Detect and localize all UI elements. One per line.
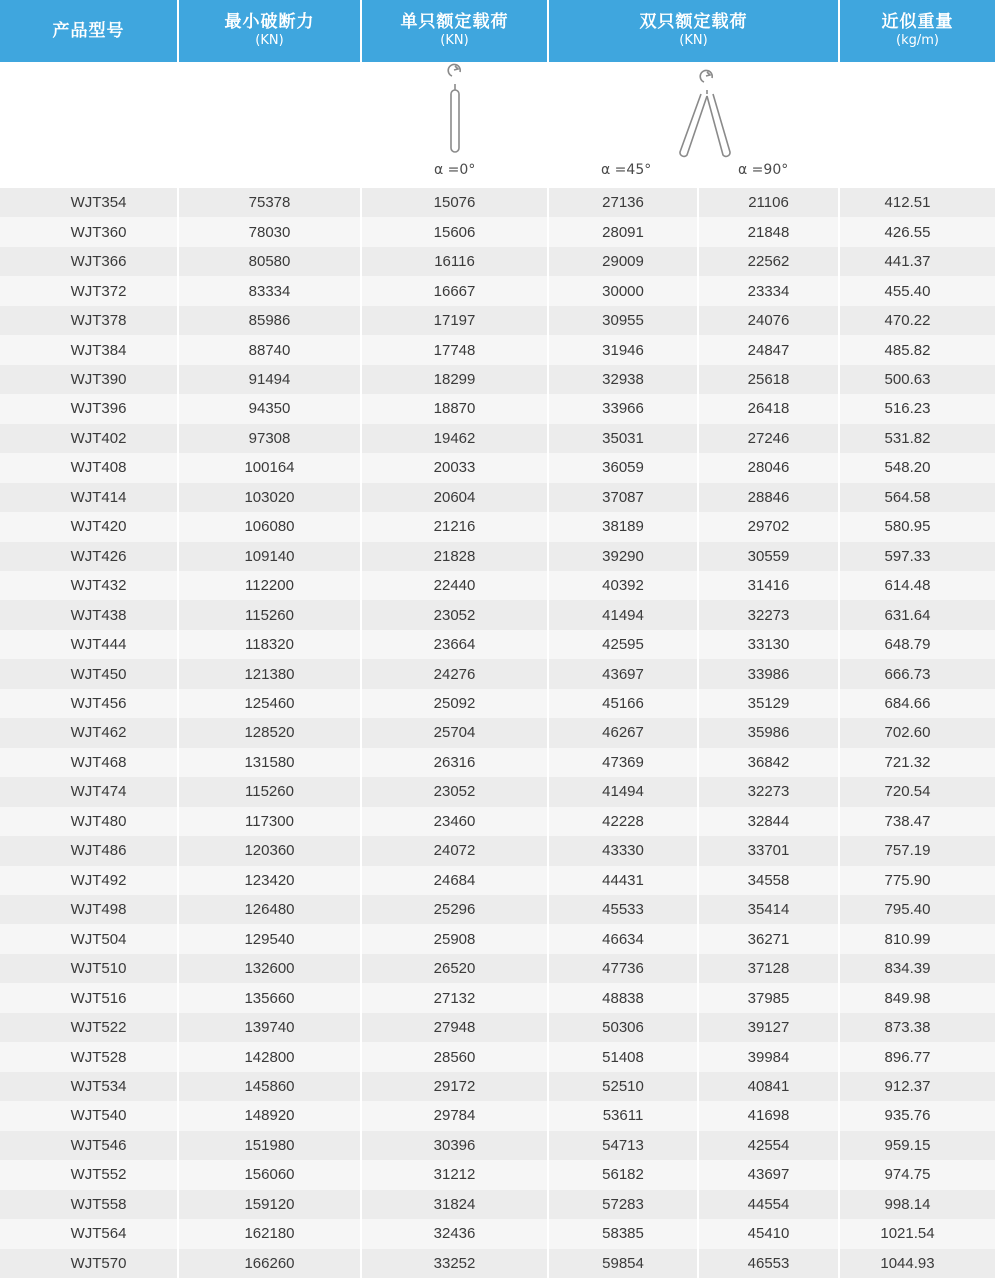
cell-min-breaking-force: 162180	[244, 1225, 295, 1243]
cell-model: WJT522	[70, 1019, 127, 1037]
cell-approx-weight: 666.73	[884, 665, 931, 683]
cell-double-load-45: 27136	[602, 194, 644, 212]
table-row	[0, 1013, 995, 1042]
cell-double-load-90: 35986	[747, 724, 790, 742]
cell-double-load-45: 38189	[602, 518, 644, 536]
cell-double-load-90: 21106	[748, 194, 789, 212]
cell-single-rated-load: 25296	[433, 901, 476, 919]
cell-double-load-90: 34558	[747, 871, 790, 889]
cell-approx-weight: 720.54	[884, 783, 931, 801]
header-double-rated-load-title: 双只额定载荷	[639, 12, 748, 32]
angle-label-90: α =90°	[738, 162, 789, 178]
cell-min-breaking-force: 112200	[245, 577, 294, 595]
cell-single-rated-load: 31212	[433, 1166, 476, 1184]
table-row	[0, 748, 995, 777]
cell-model: WJT426	[70, 547, 127, 565]
cell-single-rated-load: 27948	[433, 1019, 476, 1037]
cell-double-load-90: 28046	[747, 459, 790, 477]
cell-double-load-90: 29702	[747, 518, 790, 536]
cell-min-breaking-force: 103020	[244, 488, 295, 506]
cell-min-breaking-force: 142800	[244, 1048, 295, 1066]
cell-double-load-45: 36059	[602, 459, 644, 477]
cell-min-breaking-force: 135660	[244, 989, 295, 1007]
cell-min-breaking-force: 88740	[248, 341, 291, 359]
cell-model: WJT450	[70, 665, 127, 683]
cell-approx-weight: 485.82	[884, 341, 931, 359]
cell-model: WJT396	[70, 400, 127, 418]
cell-single-rated-load: 23460	[433, 812, 476, 830]
cell-double-load-45: 46267	[602, 724, 644, 742]
table-row	[0, 1101, 995, 1130]
header-min-breaking-force-title: 最小破断力	[224, 12, 315, 32]
angle-label-0: α =0°	[434, 162, 476, 178]
cell-single-rated-load: 15606	[433, 223, 476, 241]
cell-double-load-90: 35129	[747, 695, 790, 713]
cell-model: WJT432	[70, 577, 127, 595]
cell-min-breaking-force: 120360	[244, 842, 295, 860]
cell-model: WJT408	[70, 459, 127, 477]
cell-double-load-90: 21848	[747, 223, 790, 241]
cell-single-rated-load: 21216	[433, 518, 476, 536]
cell-model: WJT546	[70, 1136, 127, 1154]
cell-model: WJT444	[70, 636, 127, 654]
cell-double-load-45: 29009	[602, 253, 644, 271]
cell-double-load-45: 31946	[602, 341, 644, 359]
cell-min-breaking-force: 78030	[248, 223, 291, 241]
cell-single-rated-load: 16116	[434, 253, 475, 271]
cell-min-breaking-force: 129540	[244, 930, 295, 948]
cell-single-rated-load: 20604	[433, 488, 476, 506]
cell-double-load-45: 30000	[602, 282, 644, 300]
cell-model: WJT360	[70, 223, 127, 241]
cell-model: WJT558	[70, 1195, 127, 1213]
cell-double-load-45: 42595	[602, 636, 644, 654]
cell-double-load-90: 28846	[747, 488, 790, 506]
header-double-rated-load	[549, 0, 838, 62]
cell-double-load-45: 46634	[602, 930, 644, 948]
cell-double-load-45: 45533	[602, 901, 644, 919]
cell-single-rated-load: 23664	[433, 636, 476, 654]
cell-single-rated-load: 25092	[433, 695, 476, 713]
cell-double-load-45: 59854	[602, 1254, 644, 1272]
cell-approx-weight: 684.66	[884, 695, 931, 713]
cell-min-breaking-force: 148920	[244, 1107, 295, 1125]
cell-single-rated-load: 24276	[433, 665, 476, 683]
table-row	[0, 571, 995, 600]
cell-model: WJT510	[70, 960, 127, 978]
cell-double-load-45: 57283	[602, 1195, 644, 1213]
table-row	[0, 954, 995, 983]
cell-double-load-90: 37128	[747, 960, 790, 978]
cell-model: WJT378	[70, 312, 127, 330]
cell-single-rated-load: 15076	[433, 194, 476, 212]
cell-min-breaking-force: 94350	[248, 400, 291, 418]
cell-double-load-45: 43697	[602, 665, 644, 683]
cell-model: WJT468	[70, 753, 127, 771]
table-row	[0, 453, 995, 482]
cell-single-rated-load: 19462	[433, 429, 476, 447]
cell-min-breaking-force: 128520	[244, 724, 295, 742]
cell-double-load-90: 32844	[747, 812, 790, 830]
cell-double-load-90: 40841	[747, 1078, 790, 1095]
cell-min-breaking-force: 117300	[245, 812, 294, 830]
cell-double-load-90: 37985	[747, 989, 790, 1007]
cell-double-load-90: 31416	[747, 577, 790, 595]
cell-double-load-45: 41494	[602, 783, 644, 801]
cell-double-load-90: 46553	[747, 1254, 790, 1272]
cell-single-rated-load: 25704	[433, 724, 476, 742]
cell-model: WJT438	[70, 606, 127, 624]
cell-approx-weight: 849.98	[884, 989, 931, 1007]
cell-approx-weight: 721.32	[884, 753, 931, 771]
table-row	[0, 689, 995, 718]
cell-double-load-45: 48838	[602, 989, 644, 1007]
double-sling-icon	[680, 70, 730, 156]
cell-min-breaking-force: 115260	[245, 606, 294, 624]
cell-double-load-90: 43697	[747, 1166, 790, 1184]
cell-min-breaking-force: 115260	[245, 783, 294, 801]
cell-min-breaking-force: 145860	[244, 1078, 295, 1095]
cell-single-rated-load: 26316	[433, 753, 476, 771]
header-approx-weight	[840, 0, 995, 62]
sling-illustrations	[0, 62, 995, 188]
cell-min-breaking-force: 151980	[244, 1136, 295, 1154]
table-row	[0, 542, 995, 571]
cell-single-rated-load: 31824	[433, 1195, 476, 1213]
table-row	[0, 1219, 995, 1248]
cell-double-load-45: 33966	[602, 400, 644, 418]
cell-approx-weight: 500.63	[884, 370, 931, 388]
cell-model: WJT528	[70, 1048, 127, 1066]
cell-single-rated-load: 21828	[433, 547, 476, 565]
cell-double-load-90: 26418	[747, 400, 790, 418]
cell-double-load-45: 28091	[602, 223, 644, 241]
table-row	[0, 924, 995, 953]
table-row	[0, 276, 995, 305]
table-row	[0, 1072, 995, 1101]
cell-approx-weight: 998.14	[884, 1195, 931, 1213]
cell-approx-weight: 1021.54	[880, 1225, 935, 1243]
cell-double-load-90: 22562	[747, 253, 790, 271]
table-row	[0, 983, 995, 1012]
cell-double-load-90: 45410	[747, 1225, 790, 1243]
cell-min-breaking-force: 80580	[248, 253, 291, 271]
table-row	[0, 512, 995, 541]
cell-approx-weight: 775.90	[884, 871, 931, 889]
cell-approx-weight: 455.40	[884, 282, 931, 300]
cell-double-load-90: 33986	[747, 665, 790, 683]
cell-min-breaking-force: 97308	[248, 429, 291, 447]
cell-single-rated-load: 18870	[433, 400, 476, 418]
cell-single-rated-load: 30396	[433, 1136, 476, 1154]
table-row	[0, 1249, 995, 1278]
cell-approx-weight: 531.82	[884, 429, 931, 447]
table-row	[0, 1190, 995, 1219]
cell-double-load-45: 54713	[602, 1136, 644, 1154]
cell-single-rated-load: 25908	[433, 930, 476, 948]
cell-min-breaking-force: 131580	[244, 753, 295, 771]
single-sling-icon	[448, 64, 460, 152]
cell-single-rated-load: 29784	[433, 1107, 476, 1125]
cell-model: WJT516	[70, 989, 127, 1007]
header-approx-weight-unit: (kg/m)	[896, 33, 939, 48]
cell-double-load-45: 43330	[602, 842, 644, 860]
cell-model: WJT540	[70, 1107, 127, 1125]
cell-double-load-45: 45166	[602, 695, 644, 713]
cell-approx-weight: 896.77	[884, 1048, 931, 1066]
cell-model: WJT480	[70, 812, 127, 830]
cell-approx-weight: 516.23	[884, 400, 931, 418]
table-row	[0, 306, 995, 335]
cell-double-load-90: 33130	[747, 636, 790, 654]
cell-min-breaking-force: 126480	[244, 901, 295, 919]
cell-approx-weight: 412.51	[884, 194, 931, 212]
cell-double-load-45: 41494	[602, 606, 644, 624]
table-row	[0, 1131, 995, 1160]
cell-double-load-45: 50306	[602, 1019, 644, 1037]
cell-double-load-45: 35031	[602, 429, 644, 447]
cell-double-load-90: 39984	[747, 1048, 790, 1066]
cell-approx-weight: 959.15	[884, 1136, 931, 1154]
cell-double-load-90: 23334	[747, 282, 790, 300]
cell-double-load-45: 30955	[602, 312, 644, 330]
cell-model: WJT354	[70, 194, 127, 212]
column-divider	[547, 0, 549, 1278]
cell-single-rated-load: 17197	[433, 312, 476, 330]
cell-double-load-45: 40392	[602, 577, 644, 595]
cell-model: WJT504	[70, 930, 127, 948]
cell-single-rated-load: 28560	[433, 1048, 476, 1066]
cell-min-breaking-force: 132600	[244, 960, 295, 978]
cell-single-rated-load: 33252	[433, 1254, 476, 1272]
column-divider	[697, 188, 699, 1278]
cell-min-breaking-force: 109140	[244, 547, 295, 565]
table-row	[0, 394, 995, 423]
header-double-rated-load-unit: (KN)	[679, 33, 708, 48]
cell-approx-weight: 548.20	[884, 459, 931, 477]
cell-model: WJT552	[70, 1166, 127, 1184]
cell-model: WJT534	[70, 1078, 127, 1095]
cell-approx-weight: 631.64	[884, 606, 931, 624]
cell-min-breaking-force: 100164	[244, 459, 295, 477]
cell-single-rated-load: 27132	[433, 989, 476, 1007]
cell-single-rated-load: 32436	[433, 1225, 476, 1243]
cell-single-rated-load: 22440	[433, 577, 476, 595]
cell-single-rated-load: 24072	[433, 842, 476, 860]
cell-double-load-45: 47736	[602, 960, 644, 978]
cell-model: WJT414	[70, 488, 127, 506]
column-divider	[360, 0, 362, 1278]
table-row	[0, 365, 995, 394]
header-single-rated-load-unit: (KN)	[440, 33, 469, 48]
cell-approx-weight: 738.47	[884, 812, 931, 830]
cell-model: WJT384	[70, 341, 127, 359]
cell-min-breaking-force: 139740	[244, 1019, 295, 1037]
cell-approx-weight: 873.38	[884, 1019, 931, 1037]
cell-model: WJT420	[70, 518, 127, 536]
table-row	[0, 866, 995, 895]
angle-label-45: α =45°	[601, 162, 652, 178]
cell-double-load-45: 32938	[602, 370, 644, 388]
header-single-rated-load-title: 单只额定载荷	[400, 12, 509, 32]
cell-double-load-90: 36271	[747, 930, 790, 948]
header-model	[0, 0, 177, 62]
cell-min-breaking-force: 123420	[244, 871, 295, 889]
cell-single-rated-load: 16667	[433, 282, 476, 300]
cell-double-load-90: 42554	[747, 1136, 790, 1154]
cell-approx-weight: 426.55	[884, 223, 931, 241]
cell-approx-weight: 648.79	[884, 636, 931, 654]
cell-single-rated-load: 20033	[433, 459, 476, 477]
table-row	[0, 718, 995, 747]
table-row	[0, 188, 995, 217]
cell-model: WJT372	[70, 282, 127, 300]
cell-double-load-45: 51408	[602, 1048, 644, 1066]
table-row	[0, 424, 995, 453]
cell-model: WJT486	[70, 842, 127, 860]
cell-min-breaking-force: 156060	[244, 1166, 295, 1184]
table-row	[0, 1160, 995, 1189]
sling-diagram-row	[0, 62, 995, 188]
cell-double-load-90: 27246	[747, 429, 790, 447]
cell-single-rated-load: 18299	[433, 370, 476, 388]
table-row	[0, 777, 995, 806]
cell-min-breaking-force: 106080	[244, 518, 295, 536]
cell-double-load-45: 52510	[602, 1078, 644, 1095]
column-divider	[838, 0, 840, 1278]
cell-approx-weight: 441.37	[884, 253, 931, 271]
cell-double-load-45: 42228	[602, 812, 644, 830]
cell-double-load-90: 24847	[747, 341, 790, 359]
cell-double-load-90: 35414	[747, 901, 790, 919]
cell-double-load-90: 32273	[747, 783, 790, 801]
cell-model: WJT390	[70, 370, 127, 388]
cell-double-load-90: 33701	[747, 842, 790, 860]
table-row	[0, 483, 995, 512]
cell-model: WJT564	[70, 1225, 127, 1243]
table-row	[0, 659, 995, 688]
cell-approx-weight: 935.76	[884, 1107, 931, 1125]
cell-min-breaking-force: 85986	[248, 312, 291, 330]
cell-double-load-45: 58385	[602, 1225, 644, 1243]
cell-single-rated-load: 26520	[433, 960, 476, 978]
table-row	[0, 335, 995, 364]
cell-double-load-45: 56182	[602, 1166, 644, 1184]
cell-double-load-45: 39290	[602, 547, 644, 565]
cell-double-load-90: 41698	[747, 1107, 790, 1125]
cell-approx-weight: 810.99	[884, 930, 931, 948]
cell-double-load-90: 44554	[747, 1195, 790, 1213]
cell-approx-weight: 702.60	[884, 724, 931, 742]
cell-double-load-45: 44431	[602, 871, 644, 889]
cell-model: WJT402	[70, 429, 127, 447]
cell-approx-weight: 834.39	[884, 960, 931, 978]
cell-approx-weight: 597.33	[884, 547, 931, 565]
cell-double-load-45: 47369	[602, 753, 644, 771]
cell-min-breaking-force: 75378	[248, 194, 291, 212]
cell-approx-weight: 564.58	[884, 488, 931, 506]
cell-single-rated-load: 23052	[433, 606, 476, 624]
cell-double-load-90: 32273	[747, 606, 790, 624]
column-divider	[177, 0, 179, 1278]
table-row	[0, 1042, 995, 1071]
cell-model: WJT474	[70, 783, 127, 801]
table-row	[0, 217, 995, 246]
header-min-breaking-force-unit: (KN)	[255, 33, 284, 48]
cell-model: WJT456	[70, 695, 127, 713]
table-row	[0, 807, 995, 836]
cell-approx-weight: 614.48	[884, 577, 931, 595]
cell-double-load-90: 39127	[747, 1019, 790, 1037]
cell-min-breaking-force: 166260	[244, 1254, 295, 1272]
cell-double-load-90: 36842	[747, 753, 790, 771]
cell-min-breaking-force: 83334	[248, 282, 291, 300]
cell-approx-weight: 912.37	[884, 1078, 931, 1095]
cell-approx-weight: 470.22	[884, 312, 931, 330]
cell-model: WJT492	[70, 871, 127, 889]
cell-single-rated-load: 17748	[433, 341, 476, 359]
cell-double-load-90: 30559	[747, 547, 790, 565]
cell-approx-weight: 757.19	[884, 842, 931, 860]
header-model-title: 产品型号	[52, 21, 125, 41]
cell-single-rated-load: 24684	[433, 871, 476, 889]
table-row	[0, 600, 995, 629]
cell-double-load-90: 25618	[747, 370, 790, 388]
cell-model: WJT570	[70, 1254, 127, 1272]
cell-double-load-90: 24076	[747, 312, 790, 330]
cell-double-load-45: 37087	[602, 488, 644, 506]
cell-min-breaking-force: 125460	[244, 695, 295, 713]
cell-single-rated-load: 29172	[433, 1078, 476, 1095]
cell-single-rated-load: 23052	[433, 783, 476, 801]
cell-model: WJT366	[70, 253, 127, 271]
table-row	[0, 895, 995, 924]
cell-approx-weight: 974.75	[884, 1166, 931, 1184]
table-row	[0, 630, 995, 659]
cell-min-breaking-force: 159120	[244, 1195, 295, 1213]
cell-min-breaking-force: 91494	[248, 370, 291, 388]
header-min-breaking-force	[179, 0, 360, 62]
header-single-rated-load	[362, 0, 547, 62]
cell-double-load-45: 53611	[602, 1107, 644, 1125]
table-row	[0, 247, 995, 276]
cell-approx-weight: 795.40	[884, 901, 931, 919]
cell-approx-weight: 580.95	[884, 518, 931, 536]
cell-approx-weight: 1044.93	[880, 1254, 935, 1272]
header-approx-weight-title: 近似重量	[881, 12, 954, 32]
cell-model: WJT462	[70, 724, 127, 742]
table-row	[0, 836, 995, 865]
cell-model: WJT498	[70, 901, 127, 919]
cell-min-breaking-force: 121380	[244, 665, 295, 683]
cell-min-breaking-force: 118320	[245, 636, 294, 654]
